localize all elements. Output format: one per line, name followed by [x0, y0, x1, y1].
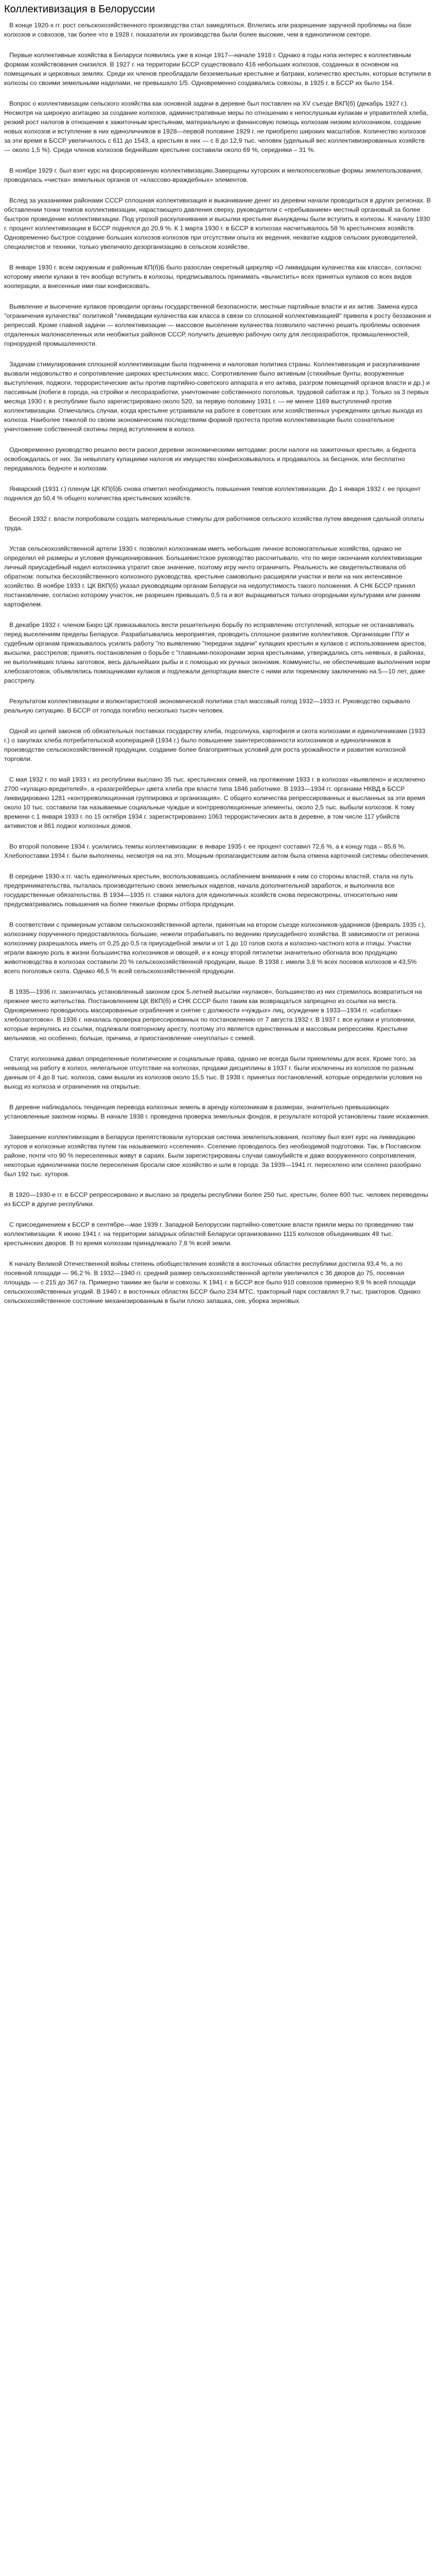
paragraph: Вопрос о коллективизации сельского хозяйства как основной задачи в деревне был поставлен на XV съезде ВКП(б) (декабрь 1927 г.). Несмотря на широкую агитацию за создание колхозов, административные меры по отношению к непослушным кулакам и управителей хлеба, резкий рост налогов в отношении к зажиточным крестьянам, материальную и финансовую помощь колхозам низким колхозником, создание новых колхозов и вступление в них единоличников в 1928—первой половине 1929 г. не приобрело широких масштабов. Количество колхозов за эти время в БССР увеличилось с 611 до 1543, а крестьян в них — с 8 до 12,9 тыс. человек (удельный вес коллективизированных хозяйств — около 1,5 %). Среди членов колхозов беднейшие крестьяне составили около 69 %, середняки – 31 %.: [4, 100, 428, 154]
paragraph: В конце 1920-х гг. рост сельскохозяйственного производства стал замедляться. Вплелись или разрешение заручной проблемы на базе колхозов и совхозов, так более что в 1928 г. показатели их производства были более высокие, чем в единоличном секторе.: [4, 22, 412, 38]
paragraph: Вслед за указаниями районами СССР сплошная коллективизация и выкачивание денег из деревни начали проводиться в других регионах. В обставлении тонки темпов коллективизации, нарастающего давления сверху, руководители с «пребыванием» местный органовый за более быстрое проведение коллективизации. Под угрозой раскулачивания и высылки крестьяне вынуждены были вступить в колхозы. К началу 1930 г. процент коллективизации в БССР поднялся до 20,9 %. К 1 марта 1930 г. в БССР в колхозах насчитывалось 58 % крестьянских хозяйств. Одновременно быстрое создание больших колхозов колхозов при отсутствии опыта их ведения, нехватке кадров сельских руководителей, специалистов и техники, только увеличило дезорганизацию в сельском хозяйстве.: [4, 197, 431, 250]
article-body: [4, 21, 432, 1306]
paragraph: К началу Великой Отечественной войны степень обобществления хозяйств в восточных областях республики достигла 93,4 %, а по посевной площади — 96,2 %. В 1932—1940 гг. средний размер сельскохозяйственной артели увеличился с 36 дворов до 75, посевная площадь — с 215 до 367 га. Примерно такими же были и совхозы. К 1941 г. в БССР все было 910 совхозов примерно 9,9 % всей площади сельскохозяйственных угодий. В 1940 г. в восточных областях БССР было 234 МТС, тракторный парк составлял 9,7 тыс. тракторов. Однако сельскохозяйственное состояние механизированным в были плохо запашка, сев, уборка зерновых.: [4, 1260, 421, 1304]
paragraph: В середине 1930-х гг. часть единоличных крестьян, воспользовавшись ослаблением внимания к ним со стороны властей, стала на путь предпринимательства, пыталась производительно своих земельных наделов, начала дополнительной заработок, и выполнила все государственные обязательства. В 1934—1935 гг. ставки налога для единоличных хозяйств снова пересмотрены, относительно ним предусматривались повышения на более тяжелые формы отбора продукции.: [4, 873, 413, 908]
paragraph: В декабре 1932 г. членом Бюро ЦК приказывалось вести решительную борьбу по исправлению отступлений, которые не останавливать перед выселениям пределы Беларуси. Разрабатывались мероприятия, проводить сплошное развитие коллективов. Организации ГПУ и судебным органам приказывалось усилить работу "по выявлению "передачи задачи" кулацких крестьян и кулаков с использованием арестов, высылки, расстрелов; принять постановления о борьбе с "главными-похоронами зерна крестьянами, утверждались сеть неявных, в районах, не выполнивших планы заготовок, весь дальнейших рыбы и с помощью их ручных экономик. Коммунисты, не обеспечившие выполнения норм хлебозаготовок, объявлялись помощниками кулаков и подлежали депортации вместе с ними или тюремному заключению на 5—10 лет, даже расстрелу.: [4, 621, 430, 684]
paragraph: В деревне наблюдалось тенденция перевода колхозных земель в аренду колхозникам в размерах, значительно превышающих установленные законом нормы. В начале 1938 г. проведена проверка земельных фондов, в результате которой установлены такие искажения.: [4, 1104, 430, 1120]
paragraph: В 1935—1936 гг. закончилась установленный законом срок 5-летней высылки «кулаков», большинство из них стремилось возвратиться на прежнее место жительства. Постановлением ЦК ВКП(б) и СНК СССР было таким как возвращаться запрещено из ссылки на места. Одновременно проводилось массированные ограбления и снятие с должности «чуждых» лиц, осуждение в 1933—1934 гг. «саботаж» хлебозаготовок». В 1936 г. началась проверка репрессированных по постановлению от 7 августа 1932 г. В 1937 г. все кулаки и уголовники, которые вернулись из ссылки, подлежали повторному аресту, поэтому это является единственным и массовым репрессиям. Крестьяне мельников, но особенно, больше, причина, и приостановление «неуплаты» с семей.: [4, 988, 422, 1042]
paragraph: Одной из целей законов об обязательных поставках государству хлеба, подсолнуха, картофеля и скота колхозами и единоличниками (1933 г.) о закупках хлеба потребительской кооперацией (1934 г.) было повышение заинтересованности колхозников и единоличников в производстве сельскохозяйственной продукции, создание более благоприятных условий для роста урожайности и развития колхозной торговли.: [4, 727, 426, 762]
paragraph: Январский (1931 г.) пленум ЦК КП(б)Б снова отметил необходимость повышения темпов коллективизации. До 1 января 1932 г. ее процент поднялся до 50,4 % общего количества крестьянских хозяйств.: [4, 485, 421, 502]
paragraph: Во второй половине 1934 г. усилились темпы коллективизации: в январе 1935 г. ее процент составил 72,6 %, а к концу года – 85,6 %. Хлебопоставки 1934 г. были выполнены, несмотря на на это. Мощным пропагандистским актом была отмена карточной системы обеспечения.: [4, 843, 429, 859]
paragraph: С мая 1932 г. по май 1933 г. из республики выслано 35 тыс. крестьянских семей, на протяжении 1933 г. в колхозах «выявлено» и исключено 2700 «кулацко-вредителей», а «разагрейберы» цвета хлеба при власти типа 1846 работнике. В 1933—1934 гг. органами НКВД в БССР ликвидировано 1281 «контрреволюционная группировка и организация». С общего количества репрессированных и высланных за эти время около 10 тыс. составили так называемые социальные чуждые и контрреволюционные элементы, около 2,5 тыс. выбыли колхозов. К тому времени с 1 января 1933 г. по 15 октября 1934 г. зарегистрированно 1063 террористических акта в деревне, в том числе 117 убийств активистов и 861 поджог колхозных домов.: [4, 776, 425, 829]
paragraph: Завершение коллективизации в Беларуси препятствовали хуторская система землепользования, поэтому был взят курс на ликвидацию хуторов и колхозные хозяйства путем так называемого «сселения». Сселение проводилось без необходимой подготовки. Так, в Поставском районе, почти что 90 % переселенных живут в сараях. Были зарегистрированы случаи самоубийств и даже вооруженного сопротивления, некоторые единоличники после переселения бросали свое хозяйство и шли в города. За 1939—1941 гг. переселено или сселено разобрано был 192 тыс. хуторов.: [4, 1133, 421, 1178]
paragraph: Первые коллективные хозяйства в Беларуси появились уже в конце 1917—начале 1918 г. Однако в годы нэпа интерес к коллективным формам хозяйствования снизился. В 1927 г. на территории БССР существовало 416 небольших колхозов, созданных в основном на помещичьих и церковных землях. Среди их членов преобладали безземельные крестьяне и батраки, количество крестьян, которые вступили в колхозы со своими земельными наделами, не превышало 1/5. Одновременно создавались совхозы, в 1925 г. в БССР их было 154.: [4, 52, 431, 87]
paragraph: В соответствии с примерным уставом сельскохозяйственной артели, принятым на втором съезде колхозников-ударников (февраль 1935 г.), колхознику порученного предоставлялось большие, нежели отрабатывать по ведению приусадебного хозяйства. В зависимости от региона колхознику разрешалось иметь от 0,25 до 0,5 га приусадебной земли и от 1 до 10 голов скота и колхозно-частного кота и птицы. Участки играли важную роль в жизни большинства колхозников и овощей, и к концу второй пятилетки значительно обогнала всю продукцию животноводства в колхозах составили 20 % сельскохозяйственной продукции, выше. В 1938 г. имели 3,8 % всех посевов колхозов и 43,5% всего поголовья скота. Однако 46,5 % всей сельскохозяйственной продукции.: [4, 921, 426, 975]
paragraph: С присоединением к БССР в сентябре—мае 1939 г. Западной Белоруссии партийно-советские власти прияли меры по проведению там коллективизации. К июню 1941 г. на территории западных областей Беларуси организованно 1115 колхозов объединивших 49 тыс. крестьянских дворов. В то время колхозам принадлежало 7,8 % всей земли.: [4, 1221, 414, 1247]
page-title: Коллективизация в Белоруссии: [4, 4, 155, 15]
paragraph: В январе 1930 г. всем окружным и районным КП(б)Б было разослан секретный циркуляр «О ликвидации кулачества как класса», согласно которому имели кулаки в теч вообще вступить в колхозы, предписывалось принимать «вычистить» всех принятых кулаков со всех видов кооперации, а внесенные ими паи конфисковать.: [4, 264, 422, 290]
paragraph: Весной 1932 г. власти попробовали создать материальные стимулы для работников сельского хозяйства путем введения сдельной оплаты труда.: [4, 515, 424, 532]
paragraph: Статус колхозника давал определенные политические и социальные права, однако не всегда были приемлемы для всех. Кроме того, за невыход на работу в колхоз, нелегальное отсутствие на колхозах, продажи дисциплины в 1937 г. были исключены из колхозов по разным данным от 4 до 8 тыс. колхоза, сами вышли из колхозов около 15,5 тыс. В 1938 г. принятых постановлений, которые определили условия на выход из колхоза и ограничения на открытые.: [4, 1055, 422, 1090]
paragraph: Одновременно руководство решило вести раскол деревни экономическими методами: росли налоги на зажиточных крестьян, а беднота освобождалась от них. За невыплату кулацкими налогов их имущество конфисковывалось и продавалось за бесценок, или бесплатно передавалось бедноте и колхозам.: [4, 446, 416, 472]
paragraph: Выявление и высечение кулаков проводили органы государственной безопасности, местные партийные власти и их актив. Замена курса "ограничения кулачества" политикой "ликвидации кулачества как класса в связи со сплошной коллективизацией" привела к росту беззакония и репрессий. Кроме главной задачи — коллективизации — массовое выселение кулачества позволило частично решить проблемы освоения отдаленных малонаселенных или необжитых районов СССР, получить дешевую рабочую силу для лесоразработок, промышленностей, горнорудной промышленности.: [4, 303, 431, 347]
paragraph: Задачам стимулирования сплошной коллективизации была подчинена и налоговая политика страны. Коллективизация и раскулачивание вызвали недовольство и сопротивление широких крестьянских масс. Сопротивление было активным (стихийные бунты, вооруженные выступления, поджоги, террористические акты против партийно-советского аппарата и его актива, разгром помещений органов власти и др.) и пассивным (побеги в города, на стройки и лесоразработки, уничтожение собственного поголовья, трудовой саботаж и пр.). Только за 3 первых месяца 1930 г. в республике было зарегистрировано около 520, за первую половину 1931 г. — не менее 1169 выступлений против коллективизации. Отмечались случаи, когда крестьяне устраивали на работе в советских или хозяйственных учреждениях целью выхода из колхоза. Наиболее тяжелой по своим экономическим последствиям формой протеста против коллективизации было сознательное уничтожение собственной скотины перед вступлением в колхоз.: [4, 361, 430, 433]
paragraph: Результатом коллективизации и волюнтаристской экономической политики стал массовый голод 1932—1933 гг. Руководство скрывало реальную ситуацию. В БССР от голода погибло несколько тысяч человек.: [4, 698, 410, 714]
paragraph: Устав сельскохозяйственной артели 1930 г. позволил колхозникам иметь небольшие личное вспомогательные хозяйства, однако не определил её размеры и условия функционирования. Большевистское руководство рассчитывало, что по мере окончания коллективизации личный приусадебный надел колхозника утратит свое значение, поэтому игру ничто ограничить. Реальность же свидетельствовала об обратном: попытка бесхозяйственного колхозного руководства, крестьяне самовольно расширяли участки и вели на них интенсивное хозяйство. В ноябре 1933 г. ЦК ВКП(б) указал руководящим органам Беларуси на недопустимость такого положения. А СНК БССР принял постановление, согласно которому участок, не разрешен превышать 0,5 га и вот выращиваться только огородными культурами или ранним картофелем.: [4, 545, 422, 608]
paragraph: В ноябре 1929 г. был взят курс на форсированную коллективизацию.Заверщены хуторских и мелкопоселковые формы землепользования, проводилась «чистка» земельных органов от «классово-враждебных» элементов.: [4, 167, 423, 183]
paragraph: В 1920—1930-е гг. в БССР репрессировано и выслано за пределы республики более 250 тыс. крестьян, более 600 тыс. человек переведены из БССР в другие республики.: [4, 1191, 428, 1208]
